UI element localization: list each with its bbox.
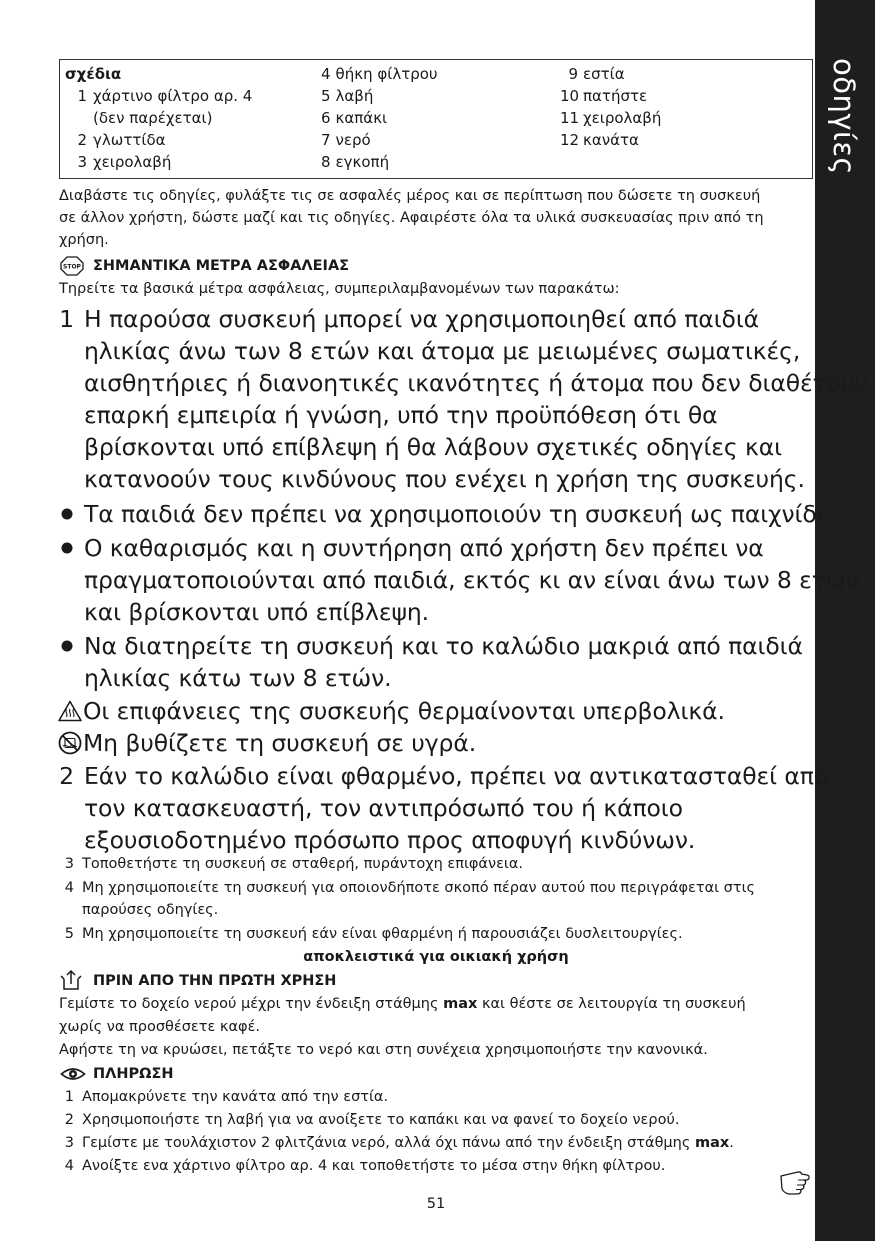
item-number: 5 [64, 926, 74, 942]
part-item: 10 πατήστε [560, 87, 648, 105]
item-number: 2 [59, 762, 74, 790]
part-item: 8 εγκοπή [321, 153, 390, 171]
safety-line: Εάν το καλώδιο είναι φθαρμένο, πρέπει να αντικατασταθεί από [84, 762, 829, 790]
safety-line: τον κατασκευαστή, τον αντιπρόσωπό του ή κάποιο [84, 794, 683, 822]
part-item: 1 χάρτινο φίλτρο αρ. 4 [77, 87, 253, 105]
stop-icon [60, 256, 84, 276]
part-item: 2 γλωττίδα [77, 131, 166, 149]
parts-column-1 [65, 63, 252, 173]
item-number: 3 [64, 856, 74, 872]
turn-page-hand-icon [778, 1168, 812, 1198]
first-use-line: Γεμίστε το δοχείο νερού μέχρι την ένδειξη στάθμης max και θέστε σε λειτουργία τη συσκευή [59, 996, 746, 1012]
part-item: 3 χειρολαβή [77, 153, 172, 171]
step-number: 1 [64, 1089, 74, 1105]
no-immerse-warning: Μη βυθίζετε τη συσκευή σε υγρά. [83, 729, 477, 757]
safety-line: επαρκή εμπειρία ή γνώση, υπό την προϋπόθεση ότι θα [84, 401, 718, 429]
part-item: 6 καπάκι [321, 109, 388, 127]
safety-line: Η παρούσα συσκευή μπορεί να χρησιμοποιηθεί από παιδιά [84, 305, 760, 333]
svg-text:STOP: STOP [63, 263, 81, 271]
unbox-icon [60, 969, 82, 991]
safety-line: παρούσες οδηγίες. [82, 902, 219, 918]
page-number: 51 [426, 1196, 446, 1212]
safety-line: Τα παιδιά δεν πρέπει να χρησιμοποιούν τη συσκευή ως παιχνίδι. [84, 500, 832, 528]
side-tab [815, 0, 875, 1241]
safety-line: αισθητήριες ή διανοητικές ικανότητες ή άτομα που δεν διαθέτουν [84, 369, 868, 397]
bullet-icon [60, 541, 74, 555]
safety-line: Μη χρησιμοποιείτε τη συσκευή εάν είναι φθαρμένη ή παρουσιάζει δυσλειτουργίες. [82, 926, 683, 942]
first-use-line: χωρίς να προσθέσετε καφέ. [59, 1019, 261, 1035]
no-immerse-icon [58, 731, 82, 755]
safety-line: Τοποθετήστε τη συσκευή σε σταθερή, πυράντοχη επιφάνεια. [82, 856, 523, 872]
safety-line: εξουσιοδοτημένο πρόσωπο προς αποφυγή κινδύνων. [84, 826, 696, 854]
first-use-heading: ΠΡΙΝ ΑΠΟ ΤΗΝ ΠΡΩΤΗ ΧΡΗΣΗ [93, 973, 337, 989]
intro-line: Διαβάστε τις οδηγίες, φυλάξτε τις σε ασφαλές μέρος και σε περίπτωση που δώσετε τη συσκευή [59, 188, 761, 204]
safety-line: κατανοούν τους κινδύνους που ενέχει η χρήση της συσκευής. [84, 465, 805, 493]
part-item: 5 λαβή [321, 87, 374, 105]
safety-line: Μη χρησιμοποιείτε τη συσκευή για οποιονδήποτε σκοπό πέραν αυτού που περιγράφεται στις [82, 880, 755, 896]
step-number: 4 [64, 1158, 74, 1174]
hot-surface-warning-icon [58, 700, 82, 722]
parts-title: σχέδια [65, 65, 122, 83]
bullet-icon [60, 639, 74, 653]
eye-icon [60, 1066, 86, 1082]
safety-heading: ΣΗΜΑΝΤΙΚΑ ΜΕΤΡΑ ΑΣΦΑΛΕΙΑΣ [93, 258, 350, 274]
side-tab-label: οδηγίες [827, 58, 861, 176]
household-use-notice: αποκλειστικά για οικιακή χρήση [303, 949, 569, 965]
safety-subtitle: Τηρείτε τα βασικά μέτρα ασφάλειας, συμπεριλαμβανομένων των παρακάτω: [59, 281, 620, 297]
first-use-line: Αφήστε τη να κρυώσει, πετάξτε το νερό και στη συνέχεια χρησιμοποιήστε την κανονικά. [59, 1042, 708, 1058]
bullet-icon [60, 507, 74, 521]
item-number: 1 [59, 305, 74, 333]
safety-line: πραγματοποιούνται από παιδιά, εκτός κι αν είναι άνω των 8 ετών [84, 566, 859, 594]
filling-step: Απομακρύνετε την κανάτα από την εστία. [82, 1089, 389, 1105]
step-number: 2 [64, 1112, 74, 1128]
filling-step: Χρησιμοποιήστε τη λαβή για να ανοίξετε το καπάκι και να φανεί το δοχείο νερού. [82, 1112, 680, 1128]
parts-column-2 [321, 63, 438, 173]
safety-line: Να διατηρείτε τη συσκευή και το καλώδιο μακριά από παιδιά [84, 632, 803, 660]
safety-line: και βρίσκονται υπό επίβλεψη. [84, 598, 430, 626]
hot-surface-warning: Οι επιφάνειες της συσκευής θερμαίνονται υπερβολικά. [83, 697, 725, 725]
intro-line: σε άλλον χρήστη, δώστε μαζί και τις οδηγίες. Αφαιρέστε όλα τα υλικά συσκευασίας πριν από τη [59, 210, 764, 226]
filling-step: Γεμίστε με τουλάχιστον 2 φλιτζάνια νερό, αλλά όχι πάνω από την ένδειξη στάθμης max. [82, 1135, 734, 1151]
part-item: 7 νερό [321, 131, 371, 149]
parts-box [59, 59, 813, 179]
item-number: 4 [64, 880, 74, 896]
filling-step: Ανοίξτε ενα χάρτινο φίλτρο αρ. 4 και τοποθετήστε το μέσα στην θήκη φίλτρου. [82, 1158, 666, 1174]
filling-heading: ΠΛΗΡΩΣΗ [93, 1066, 174, 1082]
part-item: (δεν παρέχεται) [93, 109, 213, 127]
part-item: 4 θήκη φίλτρου [321, 65, 438, 83]
safety-line: Ο καθαρισμός και η συντήρηση από χρήστη δεν πρέπει να [84, 534, 764, 562]
part-item: 12 κανάτα [560, 131, 639, 149]
parts-column-3 [560, 63, 661, 151]
intro-line: χρήση. [59, 232, 109, 248]
safety-line: βρίσκονται υπό επίβλεψη ή θα λάβουν σχετικές οδηγίες και [84, 433, 782, 461]
part-item: 11 χειρολαβή [560, 109, 662, 127]
step-number: 3 [64, 1135, 74, 1151]
safety-line: ηλικίας κάτω των 8 ετών. [84, 664, 392, 692]
part-item: 9 εστία [568, 65, 625, 83]
safety-line: ηλικίας άνω των 8 ετών και άτομα με μειωμένες σωματικές, [84, 337, 801, 365]
